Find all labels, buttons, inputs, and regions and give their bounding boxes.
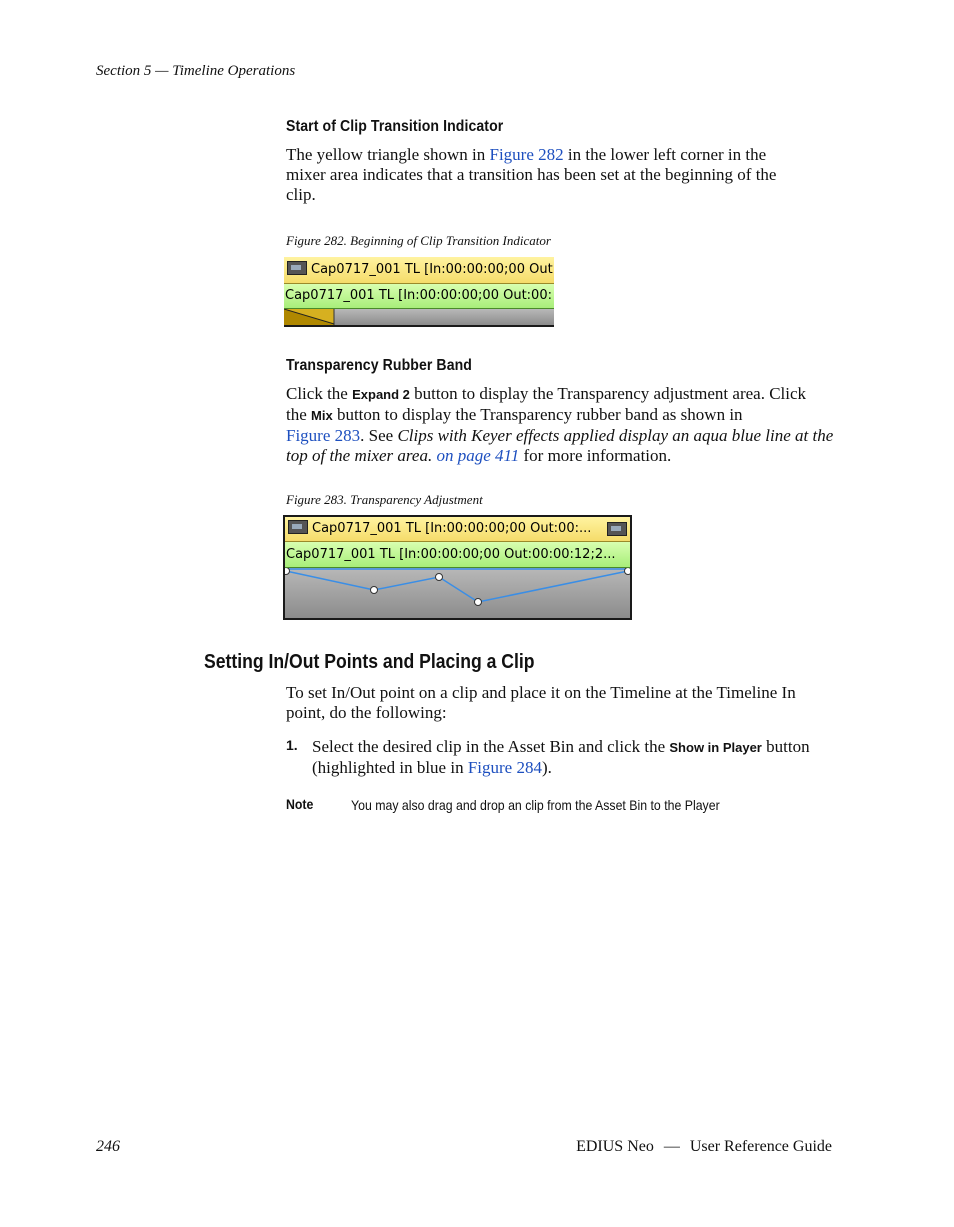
video-clip-track[interactable] xyxy=(285,517,630,542)
audio-clip-label: Cap0717_001 TL [In:00:00:00;00 Out:00: xyxy=(285,288,552,303)
text: ). xyxy=(541,758,552,777)
note-label: Note xyxy=(286,796,314,812)
text: the xyxy=(286,405,312,424)
text: in the lower left corner in the xyxy=(563,145,767,164)
video-clip-label: Cap0717_001 TL [In:00:00:00;00 Out xyxy=(311,262,553,277)
transition-triangle-icon xyxy=(284,309,554,325)
text: point, do the following: xyxy=(286,703,447,722)
paragraph-transparency xyxy=(286,384,846,466)
footer-separator: — xyxy=(663,1138,680,1155)
text: (highlighted in blue in xyxy=(312,758,468,777)
text: button to display the Transparency rubber band as shown in xyxy=(332,405,743,424)
text: for more information. xyxy=(519,446,672,465)
mix-command: Mix xyxy=(311,408,333,423)
text: To set In/Out point on a clip and place it on the Timeline at the Timeline In xyxy=(286,683,796,702)
product-name: EDIUS Neo xyxy=(576,1138,654,1155)
text: clip. xyxy=(286,185,316,204)
link-figure-282[interactable]: Figure 282 xyxy=(489,145,564,164)
clip-end-thumbnail-icon xyxy=(607,522,627,536)
transparency-rubber-band[interactable] xyxy=(285,568,630,618)
page-number: 246 xyxy=(96,1138,120,1155)
text: . See xyxy=(360,426,398,445)
audio-clip-label: Cap0717_001 TL [In:00:00:00;00 Out:00:00:12;2... xyxy=(286,547,616,562)
paragraph-in-out-intro xyxy=(286,683,834,723)
text: top of the mixer area. xyxy=(286,446,433,465)
figure-283-timeline xyxy=(283,515,632,620)
expand2-command: Expand 2 xyxy=(352,387,410,402)
text: The yellow triangle shown in xyxy=(286,145,490,164)
note-text: You may also drag and drop an clip from the Asset Bin to the Player xyxy=(351,797,720,813)
rubber-band-point[interactable] xyxy=(285,568,290,575)
audio-clip-track[interactable] xyxy=(284,284,554,309)
link-figure-283[interactable]: Figure 283 xyxy=(286,426,361,445)
clip-thumbnail-icon xyxy=(288,520,308,534)
running-header: Section 5 — Timeline Operations xyxy=(96,63,296,79)
heading-setting-in-out-points: Setting In/Out Points and Placing a Clip xyxy=(204,651,535,673)
heading-transparency-rubber-band: Transparency Rubber Band xyxy=(286,357,472,374)
link-figure-284[interactable]: Figure 284 xyxy=(467,758,542,777)
text: Clips with Keyer effects applied display an aqua blue line at the xyxy=(397,426,834,445)
heading-start-of-clip-transition: Start of Clip Transition Indicator xyxy=(286,118,504,135)
rubber-band-point[interactable] xyxy=(625,568,631,575)
rubber-band-point[interactable] xyxy=(475,599,482,606)
text: Click the xyxy=(286,384,353,403)
text: button to display the Transparency adjustment area. Click xyxy=(409,384,807,403)
step-number: 1. xyxy=(286,737,298,753)
text: button xyxy=(761,737,810,756)
mixer-area[interactable] xyxy=(284,309,554,325)
guide-name: User Reference Guide xyxy=(689,1138,832,1155)
clip-thumbnail-icon xyxy=(287,261,307,275)
figure-282-caption: Figure 282. Beginning of Clip Transition Indicator xyxy=(286,233,551,248)
video-clip-label: Cap0717_001 TL [In:00:00:00;00 Out:00:... xyxy=(312,521,592,536)
text: Select the desired clip in the Asset Bin and click the xyxy=(312,737,670,756)
figure-282-timeline xyxy=(284,257,554,327)
running-footer xyxy=(576,1138,832,1156)
link-on-page-411[interactable]: on page 411 xyxy=(436,446,520,465)
rubber-band-point[interactable] xyxy=(371,587,378,594)
paragraph-transition-indicator xyxy=(286,145,834,205)
video-clip-track[interactable] xyxy=(284,257,554,284)
show-in-player-command: Show in Player xyxy=(669,740,762,755)
audio-clip-track[interactable] xyxy=(285,542,630,568)
rubber-band-point[interactable] xyxy=(436,574,443,581)
text: mixer area indicates that a transition has been set at the beginning of the xyxy=(286,165,777,184)
mixer-area[interactable] xyxy=(285,568,630,618)
figure-283-caption: Figure 283. Transparency Adjustment xyxy=(286,492,483,507)
step-1-text xyxy=(312,737,842,778)
